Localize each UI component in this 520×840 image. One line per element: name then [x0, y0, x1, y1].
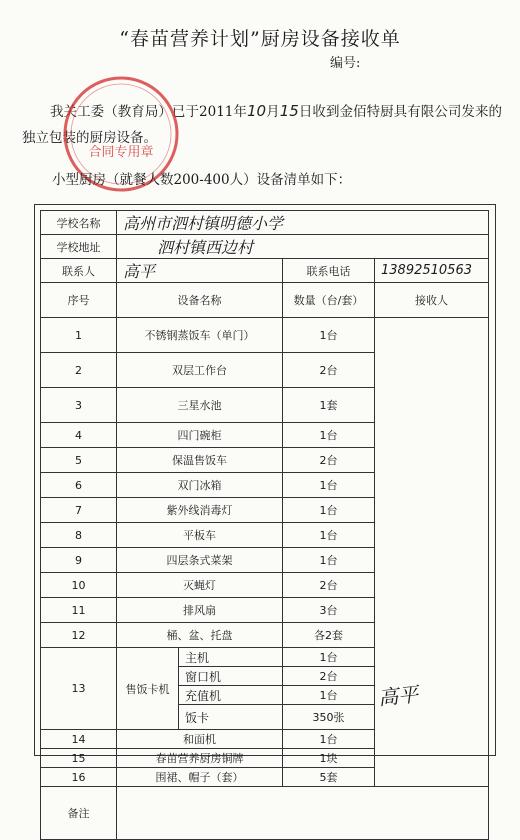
equipment-name: 春苗营养厨房铜牌 [117, 749, 283, 768]
equipment-quantity: 1套 [283, 388, 375, 423]
equipment-name: 平板车 [117, 523, 283, 548]
equipment-quantity: 1台 [283, 318, 375, 353]
phone-value: 13892510563 [375, 259, 489, 283]
table-row [41, 318, 489, 353]
equipment-quantity: 1台 [283, 730, 375, 749]
equipment-name: 不锈钢蒸饭车（单门） [117, 318, 283, 353]
row-number: 8 [41, 523, 117, 548]
note-label: 备注 [41, 787, 117, 840]
intro-text-before: 我关工委（教育局）已于2011年 [50, 104, 247, 120]
page-title: “春苗营养计划”厨房设备接收单 [119, 28, 401, 50]
group-item-name: 充值机 [179, 686, 283, 705]
school-name-value: 高州市泗村镇明德小学 [117, 211, 489, 235]
intro-paragraph [22, 98, 502, 151]
equipment-name: 保温售饭车 [117, 448, 283, 473]
equipment-name: 桶、盆、托盘 [117, 623, 283, 648]
equipment-quantity: 2台 [283, 448, 375, 473]
column-header-no: 序号 [41, 283, 117, 318]
equipment-quantity: 5套 [283, 768, 375, 787]
equipment-quantity: 各2套 [283, 623, 375, 648]
equipment-quantity: 1块 [283, 749, 375, 768]
row-number: 14 [41, 730, 117, 749]
school-address-label: 学校地址 [41, 235, 117, 259]
row-number: 2 [41, 353, 117, 388]
equipment-quantity: 2台 [283, 573, 375, 598]
contact-label: 联系人 [41, 259, 117, 283]
equipment-name: 双层工作台 [117, 353, 283, 388]
row-number: 10 [41, 573, 117, 598]
group-item-name: 窗口机 [179, 667, 283, 686]
group-item-quantity: 350张 [283, 705, 375, 730]
received-month: 10 [247, 102, 267, 120]
group-name: 售饭卡机 [117, 648, 179, 730]
column-header-qty: 数量（台/套） [283, 283, 375, 318]
note-row [41, 787, 489, 840]
phone-label: 联系电话 [283, 259, 375, 283]
receiver-signature: 高平 [377, 681, 420, 711]
intro-month-unit: 月 [266, 104, 280, 120]
row-number: 3 [41, 388, 117, 423]
note-content [117, 787, 489, 840]
group-item-name: 主机 [179, 648, 283, 667]
equipment-name: 三星水池 [117, 388, 283, 423]
equipment-name: 和面机 [117, 730, 283, 749]
row-number: 1 [41, 318, 117, 353]
row-number: 7 [41, 498, 117, 523]
receiver-cell [375, 318, 489, 787]
equipment-table [40, 210, 489, 840]
row-number: 15 [41, 749, 117, 768]
row-number: 5 [41, 448, 117, 473]
school-address-value: 泗村镇西边村 [117, 235, 489, 259]
equipment-quantity: 1台 [283, 473, 375, 498]
equipment-name: 围裙、帽子（套） [117, 768, 283, 787]
row-number: 11 [41, 598, 117, 623]
group-item-quantity: 2台 [283, 667, 375, 686]
row-number: 13 [41, 648, 117, 730]
equipment-name: 四门碗柜 [117, 423, 283, 448]
row-number: 9 [41, 548, 117, 573]
row-number: 4 [41, 423, 117, 448]
equipment-name: 排风扇 [117, 598, 283, 623]
received-day: 15 [279, 102, 299, 120]
equipment-name: 紫外线消毒灯 [117, 498, 283, 523]
group-item-quantity: 1台 [283, 686, 375, 705]
equipment-quantity: 1台 [283, 498, 375, 523]
contact-value: 高平 [117, 259, 283, 283]
equipment-quantity: 1台 [283, 523, 375, 548]
equipment-quantity: 2台 [283, 353, 375, 388]
column-header-name: 设备名称 [117, 283, 283, 318]
equipment-name: 四层条式菜架 [117, 548, 283, 573]
equipment-name: 灭蝇灯 [117, 573, 283, 598]
group-item-name: 饭卡 [179, 705, 283, 730]
equipment-quantity: 3台 [283, 598, 375, 623]
row-number: 12 [41, 623, 117, 648]
equipment-quantity: 1台 [283, 423, 375, 448]
intro-text-after: 日收到金佰特厨具有限公司发来的独立包装的厨房设备。 [22, 104, 503, 146]
school-name-label: 学校名称 [41, 211, 117, 235]
list-subtitle: 小型厨房（就餐人数200-400人）设备清单如下： [52, 172, 352, 188]
column-header-receiver: 接收人 [375, 283, 489, 318]
group-item-quantity: 1台 [283, 648, 375, 667]
equipment-quantity: 1台 [283, 548, 375, 573]
row-number: 16 [41, 768, 117, 787]
document-number-label: 编号: [330, 56, 361, 71]
seal-text: 合同专用章 [88, 145, 154, 160]
equipment-name: 双门冰箱 [117, 473, 283, 498]
row-number: 6 [41, 473, 117, 498]
